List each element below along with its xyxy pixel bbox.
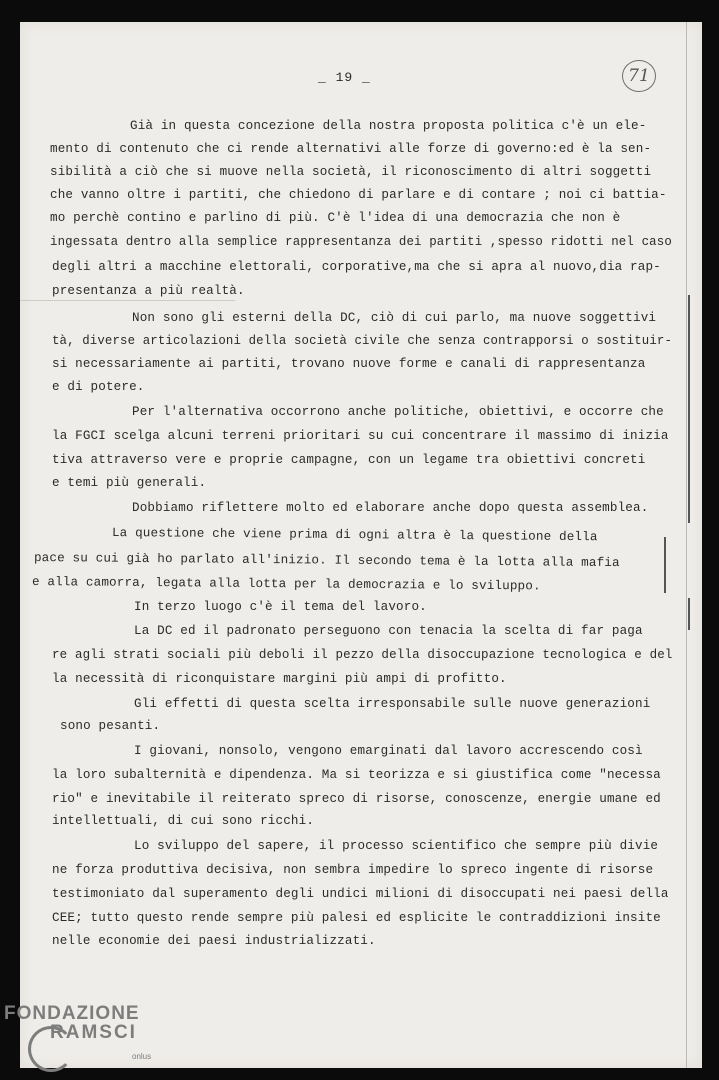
watermark-line2: RAMSCI [50, 1022, 137, 1043]
archive-number: 71 [622, 60, 656, 92]
text-line: Per l'alternativa occorrono anche politiche, obiettivi, e occorre che [132, 405, 664, 419]
text-line: la FGCI scelga alcuni terreni prioritari su cui concentrare il massimo di inizia [52, 429, 669, 443]
watermark-line1: FONDAZIONE [4, 1003, 140, 1024]
text-line: Già in questa concezione della nostra proposta politica c'è un ele- [130, 119, 647, 133]
text-line: presentanza a più realtà. [52, 284, 245, 298]
text-line: Dobbiamo riflettere molto ed elaborare anche dopo questa assemblea. [132, 501, 649, 515]
text-line: rio" e inevitabile il reiterato spreco di risorse, conoscenze, energie umane ed [52, 792, 661, 806]
text-line: ingessata dentro alla semplice rappresentanza dei partiti ,spesso ridotti nel caso [50, 235, 672, 249]
text-line: re agli strati sociali più deboli il pezzo della disoccupazione tecnologica e del [52, 648, 673, 662]
text-line: intellettuali, di cui sono ricchi. [52, 814, 315, 828]
text-line: mo perchè contino e parlino di più. C'è l'idea di una democrazia che non è [50, 211, 621, 225]
text-line: testimoniato dal superamento degli undici milioni di disoccupati nei paesi della [52, 887, 669, 901]
text-line: La DC ed il padronato perseguono con tenacia la scelta di far paga [134, 624, 643, 638]
text-line: la loro subalternità e dipendenza. Ma si teorizza e si giustifica come "necessa [52, 768, 661, 782]
margin-bar [688, 295, 690, 523]
margin-bar [664, 537, 666, 593]
text-line: Lo sviluppo del sapere, il processo scientifico che sempre più divie [134, 839, 659, 853]
text-line: I giovani, nonsolo, vengono emarginati dal lavoro accrescendo così [134, 744, 643, 758]
text-line: e temi più generali. [52, 476, 207, 490]
fondazione-gramsci-watermark [4, 1000, 184, 1080]
fold-mark [20, 300, 235, 301]
text-line: sono pesanti. [60, 719, 161, 733]
margin-bar [688, 598, 690, 630]
page-edge-line [686, 22, 687, 1068]
text-line: tiva attraverso vere e proprie campagne, con un legame tra obiettivi concreti [52, 453, 646, 467]
text-line: ne forza produttiva decisiva, non sembra impedire lo spreco ingente di risorse [52, 863, 654, 877]
text-line: La questione che viene prima di ogni altra è la questione della [111, 526, 598, 545]
text-line: sibilità a ciò che si muove nella società, il riconoscimento di altri soggetti [50, 165, 652, 179]
text-line: tà, diverse articolazioni della società civile che senza contrapporsi o sostituir- [52, 334, 673, 348]
text-line: che vanno oltre i partiti, che chiedono di parlare e di contare ; noi ci battia- [50, 188, 667, 202]
text-line: e di potere. [52, 380, 145, 394]
text-line: la necessità di riconquistare margini più ampi di profitto. [52, 672, 507, 686]
text-line: e alla camorra, legata alla lotta per la democrazia e lo sviluppo. [31, 575, 541, 594]
text-line: Gli effetti di questa scelta irresponsabile sulle nuove generazioni [134, 697, 651, 711]
page-number: _ 19 _ [318, 70, 371, 85]
watermark-suffix: onlus [132, 1052, 152, 1061]
text-line: si necessariamente ai partiti, trovano nuove forme e canali di rappresentanza [52, 357, 646, 371]
text-line: nelle economie dei paesi industrializzati. [52, 934, 376, 948]
text-line: CEE; tutto questo rende sempre più palesi ed esplicite le contraddizioni insite [52, 911, 661, 925]
text-line: degli altri a macchine elettorali, corporative,ma che si apra al nuovo,dia rap- [52, 260, 661, 274]
text-line: pace su cui già ho parlato all'inizio. Il secondo tema è la lotta alla mafia [33, 551, 620, 571]
text-line: Non sono gli esterni della DC, ciò di cui parlo, ma nuove soggettivi [132, 311, 657, 325]
text-line: In terzo luogo c'è il tema del lavoro. [134, 600, 427, 614]
text-line: mento di contenuto che ci rende alternativi alle forze di governo:ed è la sen- [50, 142, 652, 156]
